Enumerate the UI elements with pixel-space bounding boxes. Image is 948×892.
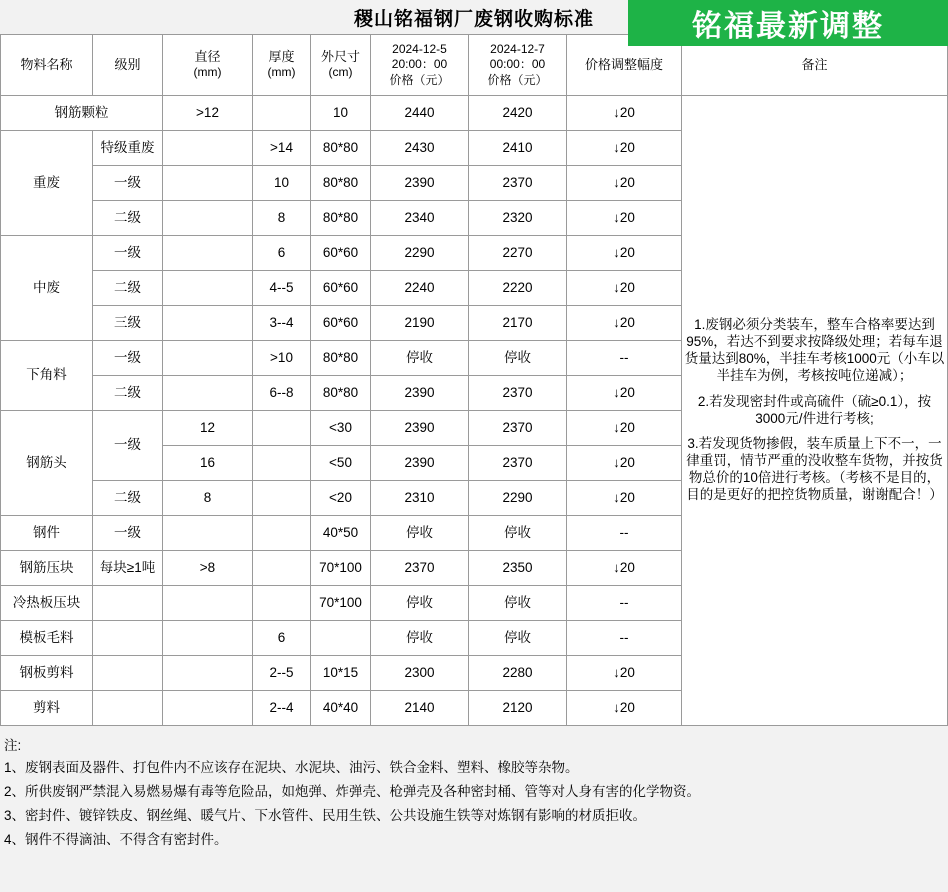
note-line-2: 2、所供废钢严禁混入易燃易爆有毒等危险品，如炮弹、炸弹壳、枪弹壳及各种密封桶、管等对人身有害的化学物资。 [4,783,701,799]
cell-outer: 80*80 [311,166,371,201]
cell-outer: 10*15 [311,656,371,691]
cell-outer: 80*80 [311,201,371,236]
cell-price-1: 停收 [371,516,469,551]
cell-price-2: 2370 [469,411,567,446]
cell-grade [93,586,163,621]
cell-grade: 一级 [93,341,163,376]
cell-material: 钢筋压块 [1,551,93,586]
cell-diameter: >12 [163,96,253,131]
header-thickness [253,35,311,96]
cell-thickness: 3--4 [253,306,311,341]
cell-material: 模板毛料 [1,621,93,656]
cell-adjustment: ↓20 [567,446,682,481]
remark-paragraph-2: 2.若发现密封件或高硫件（硫≥0.1），按3000元/件进行考核; [697,393,932,426]
cell-thickness: 2--5 [253,656,311,691]
cell-outer: 40*40 [311,691,371,726]
header-price-1 [371,35,469,96]
promo-stamp [628,0,948,46]
cell-diameter: 16 [163,446,253,481]
cell-outer: 80*80 [311,131,371,166]
cell-thickness [253,516,311,551]
cell-price-2: 停收 [469,516,567,551]
cell-outer: 60*60 [311,306,371,341]
cell-material: 下角料 [1,341,93,411]
cell-adjustment: ↓20 [567,656,682,691]
cell-grade: 三级 [93,306,163,341]
page-title: 稷山铭福钢厂废钢收购标准 [353,9,594,30]
header-diameter-unit: (mm) [193,65,222,80]
cell-grade: 特级重废 [93,131,163,166]
cell-grade: 二级 [93,271,163,306]
cell-price-1: 2430 [371,131,469,166]
cell-thickness: 8 [253,201,311,236]
header-diameter [163,35,253,96]
cell-price-1: 2290 [371,236,469,271]
cell-price-1: 2390 [371,446,469,481]
cell-adjustment: -- [567,586,682,621]
cell-outer: 10 [311,96,371,131]
remark-block [682,96,948,726]
cell-diameter [163,341,253,376]
cell-diameter [163,621,253,656]
header-price-1-label: 价格（元） [389,72,450,87]
header-remark: 备注 [682,35,948,96]
cell-price-2: 停收 [469,341,567,376]
cell-price-1: 2240 [371,271,469,306]
remark-paragraph-1: 1.废钢必须分类装车，整车合格率要达到95%，若达不到要求按降级处理；若每车退货量达到80%，半挂车考核1000元（小车以半挂车为例，考核按吨位递减）； [684,317,945,383]
cell-diameter [163,656,253,691]
note-line-1: 1、废钢表面及器件、打包件内不应该存在泥块、水泥块、油污、铁合金料、塑料、橡胶等杂物。 [4,760,579,775]
cell-diameter: 8 [163,481,253,516]
cell-outer: 60*60 [311,236,371,271]
cell-adjustment: ↓20 [567,551,682,586]
cell-material: 冷热板压块 [1,586,93,621]
cell-grade: 二级 [93,201,163,236]
cell-material: 剪料 [1,691,93,726]
cell-adjustment: ↓20 [567,236,682,271]
cell-price-1: 2310 [371,481,469,516]
cell-price-1: 2300 [371,656,469,691]
header-price-1-date: 2024-12-5 [392,41,447,56]
cell-price-2: 2320 [469,201,567,236]
header-price-2-label: 价格（元） [487,72,548,87]
cell-adjustment: -- [567,516,682,551]
header-price-2 [469,35,567,96]
cell-outer: 80*80 [311,341,371,376]
cell-thickness: >10 [253,341,311,376]
cell-diameter [163,131,253,166]
price-table [0,34,948,726]
cell-diameter [163,201,253,236]
cell-diameter [163,166,253,201]
promo-stamp-label: 铭福最新调整 [692,10,884,43]
cell-price-1: 2390 [371,166,469,201]
header-thickness-unit: (mm) [267,65,296,80]
cell-price-2: 2220 [469,271,567,306]
cell-grade: 每块≥1吨 [93,551,163,586]
cell-diameter [163,691,253,726]
cell-adjustment: ↓20 [567,131,682,166]
cell-adjustment: ↓20 [567,376,682,411]
cell-thickness [253,96,311,131]
cell-grade [93,621,163,656]
cell-price-2: 2280 [469,656,567,691]
cell-diameter [163,376,253,411]
cell-diameter: 12 [163,411,253,446]
cell-price-1: 2440 [371,96,469,131]
header-grade [93,35,163,96]
cell-price-2: 2120 [469,691,567,726]
cell-grade: 一级 [93,411,163,481]
cell-diameter: >8 [163,551,253,586]
cell-grade: 二级 [93,481,163,516]
cell-diameter [163,306,253,341]
cell-adjustment: -- [567,621,682,656]
cell-outer: 70*100 [311,586,371,621]
header-adjustment: 价格调整幅度 [567,35,682,96]
title-row [0,0,948,43]
header-material: 物料名称 [1,35,93,96]
cell-material: 钢件 [1,516,93,551]
cell-grade: 二级 [93,376,163,411]
cell-outer: <20 [311,481,371,516]
cell-adjustment: ↓20 [567,201,682,236]
cell-price-2: 2170 [469,306,567,341]
cell-adjustment: ↓20 [567,306,682,341]
cell-thickness [253,586,311,621]
cell-price-1: 2190 [371,306,469,341]
remark-paragraph-3: 3.若发现货物掺假，装车质量上下不一，一律重罚，情节严重的没收整车货物，并按货物总价的10倍进行考核。（考核不是目的，目的是更好的把控货物质量，谢谢配合！） [686,436,943,502]
header-price-2-date: 2024-12-7 [490,41,545,56]
cell-thickness: 4--5 [253,271,311,306]
cell-price-1: 停收 [371,621,469,656]
cell-grade: 一级 [93,236,163,271]
cell-material: 钢板剪料 [1,656,93,691]
cell-adjustment: ↓20 [567,166,682,201]
header-grade-label: 级别 [114,56,141,72]
cell-price-2: 2410 [469,131,567,166]
cell-price-1: 2340 [371,201,469,236]
cell-outer: 80*80 [311,376,371,411]
cell-outer: 40*50 [311,516,371,551]
cell-material: 重废 [1,131,93,236]
cell-price-1: 2140 [371,691,469,726]
cell-material: 中废 [1,236,93,341]
cell-price-1: 停收 [371,586,469,621]
cell-price-2: 2370 [469,376,567,411]
cell-adjustment: ↓20 [567,271,682,306]
cell-outer: 60*60 [311,271,371,306]
cell-adjustment: ↓20 [567,691,682,726]
cell-thickness: >14 [253,131,311,166]
table-row [1,96,948,131]
cell-adjustment: ↓20 [567,96,682,131]
cell-diameter [163,271,253,306]
cell-grade [93,656,163,691]
cell-outer: 70*100 [311,551,371,586]
cell-thickness [253,411,311,446]
cell-thickness: 6--8 [253,376,311,411]
cell-price-2: 2420 [469,96,567,131]
cell-price-2: 停收 [469,586,567,621]
cell-price-2: 2370 [469,166,567,201]
cell-price-1: 2390 [371,411,469,446]
header-outer-size-unit: (cm) [328,65,353,80]
cell-adjustment: -- [567,341,682,376]
header-outer-size [311,35,371,96]
cell-grade: 一级 [93,166,163,201]
cell-price-2: 2350 [469,551,567,586]
cell-adjustment: ↓20 [567,411,682,446]
cell-material: 钢筋头 [1,411,93,516]
cell-price-2: 2290 [469,481,567,516]
cell-outer: <50 [311,446,371,481]
cell-thickness [253,481,311,516]
cell-thickness [253,446,311,481]
cell-grade: 一级 [93,516,163,551]
cell-price-1: 停收 [371,341,469,376]
cell-outer [311,621,371,656]
cell-material: 钢筋颗粒 [1,96,163,131]
cell-price-2: 2270 [469,236,567,271]
cell-thickness: 6 [253,236,311,271]
note-line-4: 4、钢件不得滴油、不得含有密封件。 [4,831,228,847]
cell-price-1: 2390 [371,376,469,411]
cell-adjustment: ↓20 [567,481,682,516]
cell-thickness: 2--4 [253,691,311,726]
notes-section [0,726,948,851]
cell-grade [93,691,163,726]
cell-diameter [163,516,253,551]
header-price-1-time: 20:00：00 [391,57,448,72]
cell-diameter [163,236,253,271]
header-price-2-time: 00:00：00 [489,57,546,72]
cell-thickness [253,551,311,586]
note-line-3: 3、密封件、镀锌铁皮、钢丝绳、暖气片、下水管件、民用生铁、公共设施生铁等对炼钢有影响的材质拒收。 [4,807,647,823]
header-outer-size-label: 外尺寸 [320,49,360,65]
cell-price-2: 2370 [469,446,567,481]
notes-heading: 注: [4,738,22,753]
cell-price-2: 停收 [469,621,567,656]
header-thickness-label: 厚度 [268,49,295,65]
cell-thickness: 6 [253,621,311,656]
header-diameter-label: 直径 [194,49,221,65]
cell-thickness: 10 [253,166,311,201]
cell-diameter [163,586,253,621]
cell-outer: <30 [311,411,371,446]
cell-price-1: 2370 [371,551,469,586]
